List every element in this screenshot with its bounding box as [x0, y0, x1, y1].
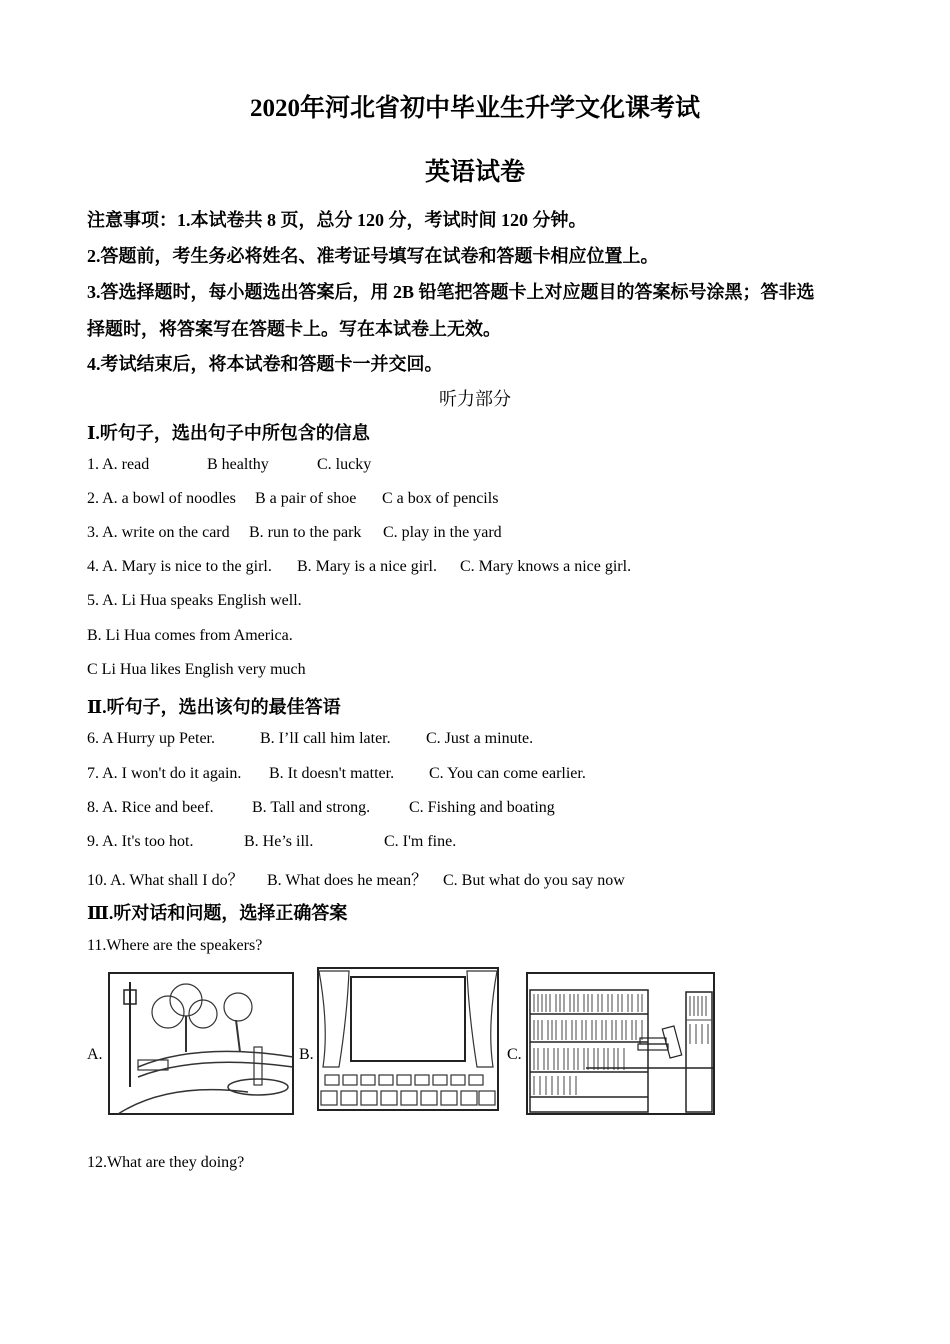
q6-option-c: C. Just a minute. [426, 730, 534, 747]
q1-option-a: 1. A. read [87, 456, 150, 473]
q8-option-b: B. Tall and strong. [252, 799, 371, 816]
question-11: 11.Where are the speakers? [87, 937, 263, 954]
q11-label-c: C. [507, 1046, 522, 1063]
q7-option-c: C. You can come earlier. [429, 765, 586, 782]
section-2-heading: Ⅱ.听句子，选出该句的最佳答语 [87, 697, 341, 717]
q3-option-a: 3. A. write on the card [87, 524, 230, 541]
exam-subtitle: 英语试卷 [424, 159, 525, 186]
q9-option-c: C. I'm fine. [384, 833, 457, 850]
q10-option-a: 10. A. What shall I do？ [87, 872, 244, 889]
q2-option-a: 2. A. a bowl of noodles [87, 490, 236, 507]
section-1-heading: Ⅰ.听句子，选出句子中所包含的信息 [87, 423, 370, 443]
note-line-3: 3.答选择题时，每小题选出答案后，用 2B 铅笔把答题卡上对应题目的答案标号涂黑；答非选 [87, 282, 815, 302]
q1-option-c: C. lucky [317, 456, 372, 473]
section-3-heading: Ⅲ.听对话和问题，选择正确答案 [87, 903, 348, 923]
q1-option-b: B healthy [207, 456, 269, 473]
q11-label-b: B. [299, 1046, 314, 1063]
q7-option-b: B. It doesn't matter. [269, 765, 395, 782]
question-12: 12.What are they doing? [87, 1154, 245, 1171]
note-line-5: 4.考试结束后，将本试卷和答题卡一并交回。 [87, 354, 443, 374]
q10-option-c: C. But what do you say now [443, 872, 625, 889]
cinema-picture [317, 967, 499, 1111]
question-4 [87, 558, 631, 576]
q2-option-c: C a box of pencils [382, 490, 499, 507]
question-2 [87, 490, 498, 508]
q4-option-a: 4. A. Mary is nice to the girl. [87, 558, 272, 575]
question-10 [87, 867, 625, 890]
question-3 [87, 524, 502, 542]
q7-option-a: 7. A. I won't do it again. [87, 765, 242, 782]
q5-option-c: C Li Hua likes English very much [87, 661, 306, 678]
question-7 [87, 765, 586, 783]
note-line-4: 择题时，将答案写在答题卡上。写在本试卷上无效。 [87, 319, 501, 339]
q6-option-a: 6. A Hurry up Peter. [87, 730, 215, 747]
question-6 [87, 730, 533, 748]
q9-option-b: B. He’s ill. [244, 833, 314, 850]
q2-option-b: B a pair of shoe [255, 490, 357, 507]
question-1 [87, 456, 371, 474]
library-picture [526, 972, 715, 1115]
q5-option-b: B. Li Hua comes from America. [87, 627, 293, 644]
question-9 [87, 833, 456, 851]
exam-title: 2020年河北省初中毕业生升学文化课考试 [249, 95, 700, 122]
q10-option-b: B. What does he mean？ [267, 872, 428, 889]
question-8 [87, 799, 555, 817]
q4-option-c: C. Mary knows a nice girl. [460, 558, 632, 575]
note-line-1: 注意事项：1.本试卷共 8 页，总分 120 分，考试时间 120 分钟。 [87, 210, 587, 230]
q9-option-a: 9. A. It's too hot. [87, 833, 194, 850]
q3-option-b: B. run to the park [249, 524, 362, 541]
note-line-2: 2.答题前，考生务必将姓名、准考证号填写在试卷和答题卡相应位置上。 [87, 246, 659, 266]
q4-option-b: B. Mary is a nice girl. [297, 558, 437, 575]
q3-option-c: C. play in the yard [383, 524, 502, 541]
q8-option-a: 8. A. Rice and beef. [87, 799, 214, 816]
q8-option-c: C. Fishing and boating [409, 799, 555, 816]
q11-label-a: A. [87, 1046, 103, 1063]
park-picture [108, 972, 294, 1115]
q5-option-a: 5. A. Li Hua speaks English well. [87, 592, 302, 609]
part-title: 听力部分 [439, 389, 511, 409]
q6-option-b: B. I’lI call him later. [260, 730, 391, 747]
